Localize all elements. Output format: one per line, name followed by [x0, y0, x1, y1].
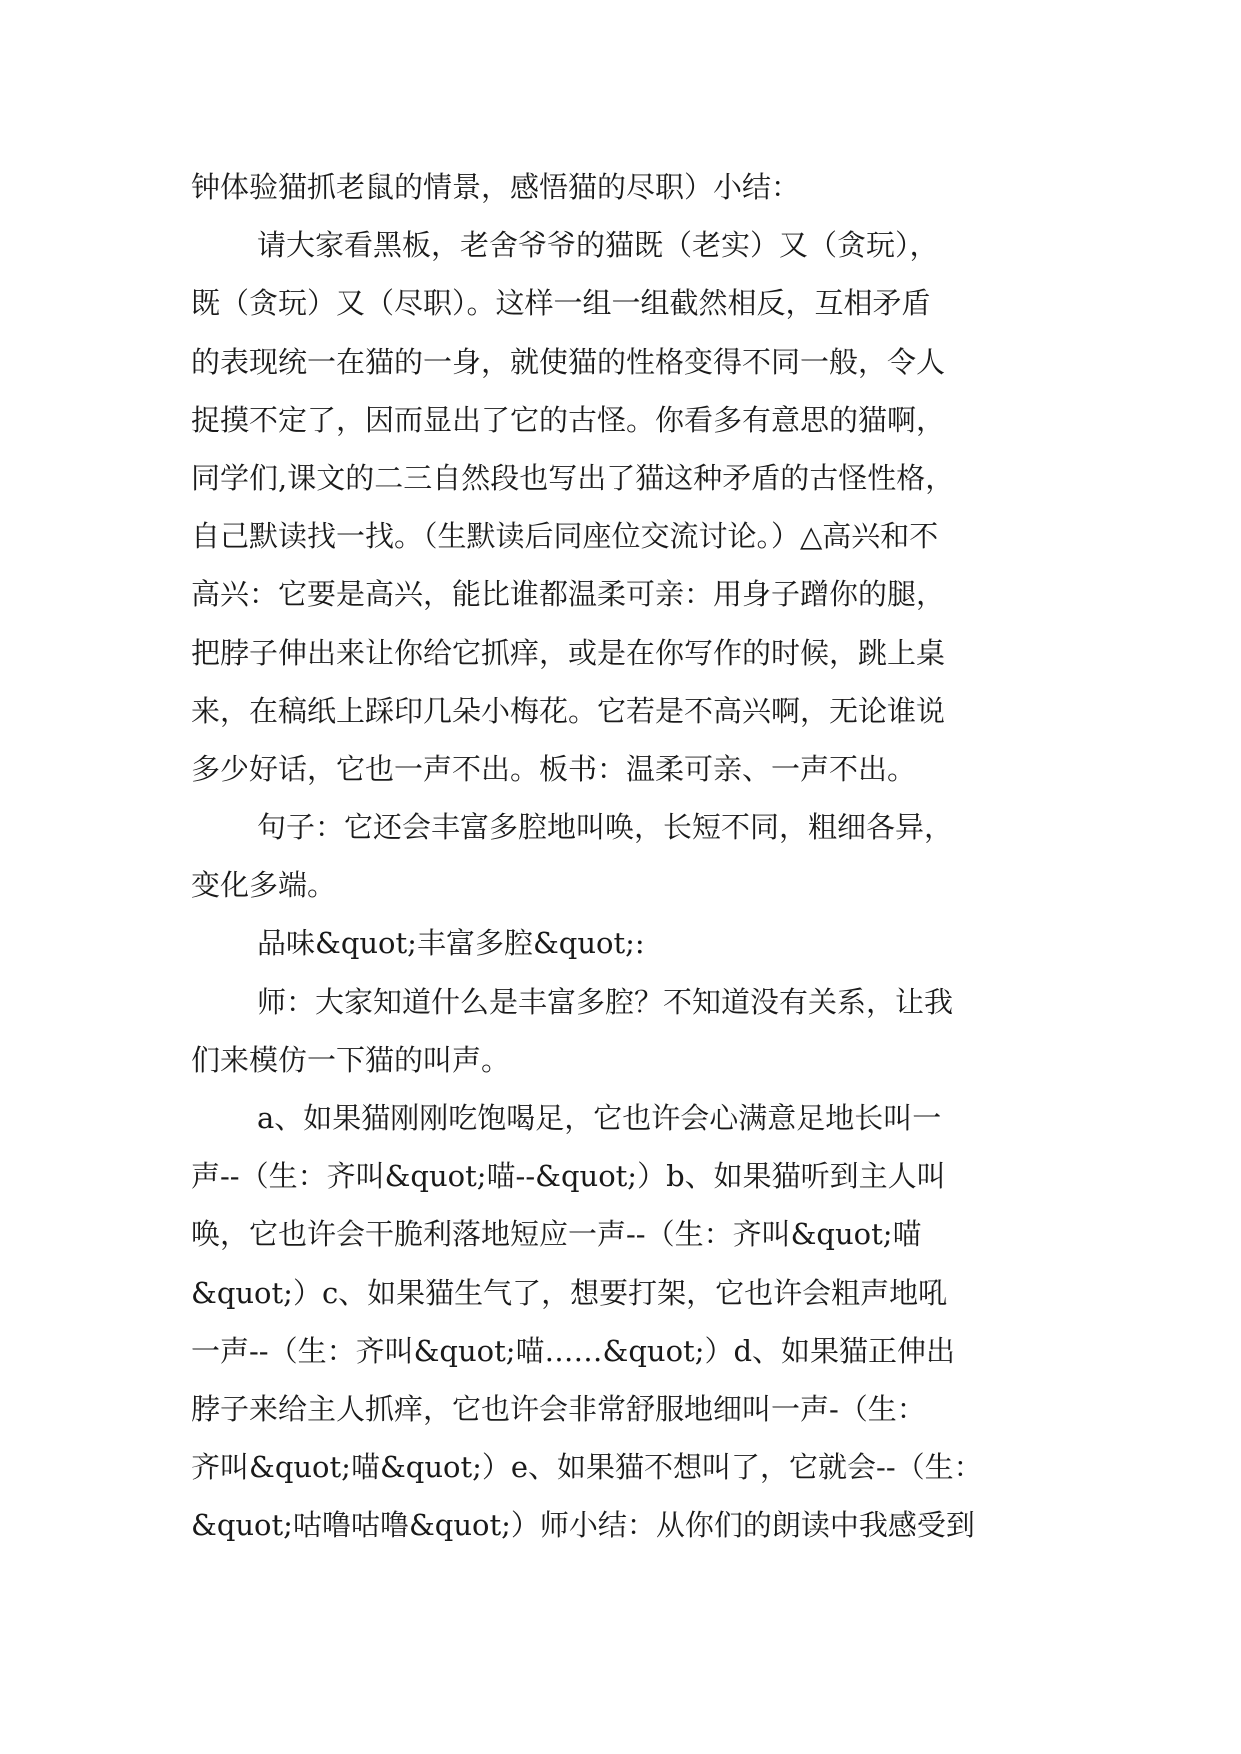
text-line: 们来模仿一下猫的叫声。: [191, 1042, 511, 1077]
text-line: 钟体验猫抓老鼠的情景，感悟猫的尽职）小结：: [191, 170, 801, 204]
text-line: 高兴：它要是高兴，能比谁都温柔可亲：用身子蹭你的腿，: [191, 577, 946, 612]
text-line: 把脖子伸出来让你给它抓痒，或是在你写作的时候，跳上桌: [191, 635, 946, 670]
text-line: 声--（生：齐叫&quot;喵--&quot;）b、如果猫听到主人叫: [191, 1159, 946, 1194]
text-line: 同学们,课文的二三自然段也写出了猫这种矛盾的古怪性格，: [191, 460, 955, 495]
text-line: 脖子来给主人抓痒，它也许会非常舒服地细叫一声-（生：: [191, 1391, 926, 1426]
text-line: 一声--（生：齐叫&quot;喵……&quot;）d、如果猫正伸出: [191, 1333, 956, 1368]
text-line: 来，在稿纸上踩印几朵小梅花。它若是不高兴啊，无论谁说: [191, 693, 946, 728]
text-line: 品味&quot;丰富多腔&quot;:: [257, 926, 645, 961]
text-line: &quot;咕噜咕噜&quot;）师小结：从你们的朗读中我感受到: [191, 1508, 975, 1543]
text-line: 捉摸不定了，因而显出了它的古怪。你看多有意思的猫啊，: [191, 402, 946, 437]
text-line: 的表现统一在猫的一身，就使猫的性格变得不同一般，令人: [191, 344, 946, 379]
text-line: 既（贪玩）又（尽职）。这样一组一组截然相反，互相矛盾: [191, 286, 931, 321]
text-line: 多少好话，它也一声不出。板书：温柔可亲、一声不出。: [191, 751, 917, 786]
text-line: 自己默读找一找。（生默读后同座位交流讨论。）△高兴和不: [191, 519, 939, 554]
text-line: &quot;）c、如果猫生气了，想要打架，它也许会粗声地吼: [191, 1275, 948, 1310]
text-line: a、如果猫刚刚吃饱喝足，它也许会心满意足地长叫一: [257, 1101, 942, 1135]
text-line: 句子：它还会丰富多腔地叫唤，长短不同，粗细各异，: [257, 810, 954, 845]
text-line: 唤，它也许会干脆利落地短应一声--（生：齐叫&quot;喵: [191, 1217, 922, 1252]
text-line: 师：大家知道什么是丰富多腔？不知道没有关系，让我: [257, 984, 954, 1019]
document-body: [191, 158, 1051, 1555]
text-line: 变化多端。: [191, 868, 337, 903]
text-line: 请大家看黑板，老舍爷爷的猫既（老实）又（贪玩），: [257, 228, 939, 263]
text-line: 齐叫&quot;喵&quot;）e、如果猫不想叫了，它就会--（生：: [191, 1450, 983, 1485]
